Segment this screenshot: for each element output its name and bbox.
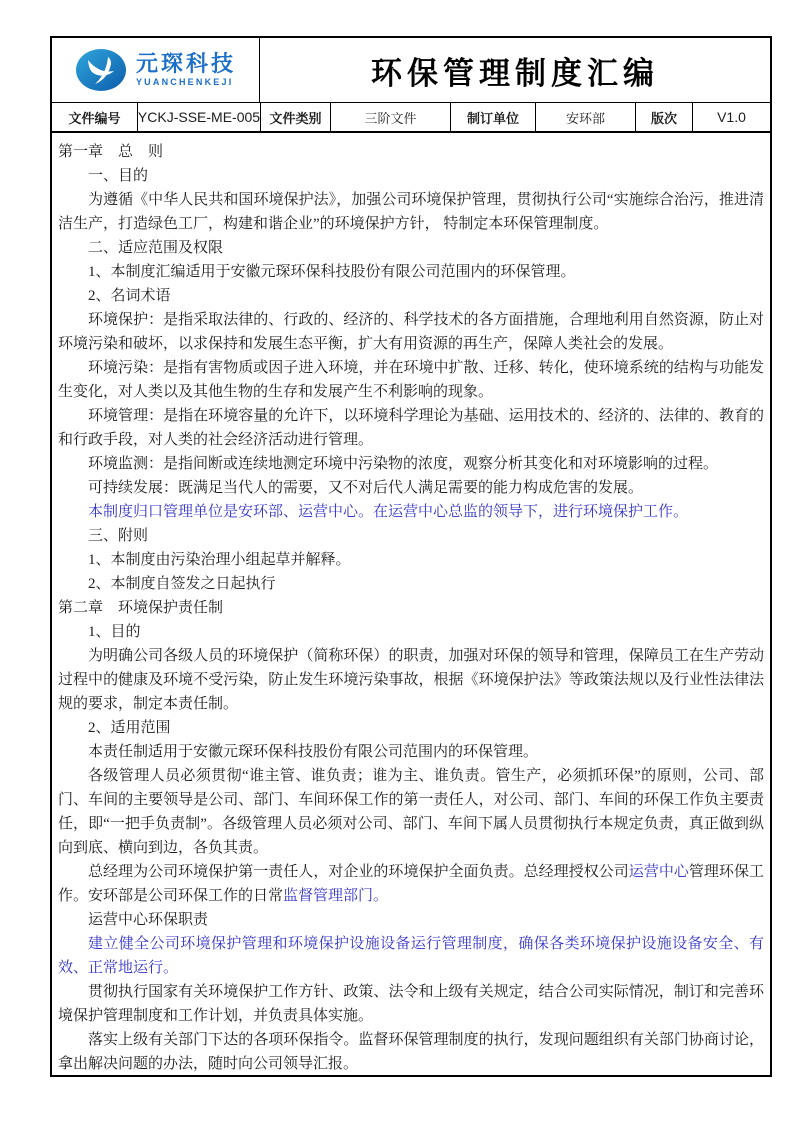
paragraph xyxy=(58,188,764,236)
text-run: 环境保护：是指采取法律的、行政的、经济的、科学技术的各方面措施，合理地利用自然资源，防止对环境污染和破坏，以求保持和发展生态平衡，扩大有用资源的再生产，保障人类社会的发展。 xyxy=(58,312,764,352)
paragraph xyxy=(58,1028,764,1076)
paragraph xyxy=(58,548,764,572)
paragraph xyxy=(58,308,764,356)
text-run: 监督管理部门。 xyxy=(283,888,389,904)
text-run: 2、名词术语 xyxy=(88,288,171,304)
text-run: 第二章 环境保护责任制 xyxy=(58,600,224,616)
chapter-heading xyxy=(58,596,764,620)
paragraph xyxy=(58,356,764,404)
paragraph xyxy=(58,572,764,596)
paragraph xyxy=(58,716,764,740)
doc-category-value: 三阶文件 xyxy=(331,103,451,131)
paragraph xyxy=(58,644,764,716)
text-run: 落实上级有关部门下达的各项环保指令。监督环保管理制度的执行，发现问题组织有关部门协商讨论，拿出解决问题的办法，随时向公司领导汇报。 xyxy=(58,1032,764,1072)
paragraph xyxy=(58,476,764,500)
text-run: 1、目的 xyxy=(88,624,141,640)
text-run: 运营中心环保职责 xyxy=(88,912,209,928)
text-run: 本责任制适用于安徽元琛环保科技股份有限公司范围内的环保管理。 xyxy=(88,744,539,760)
paragraph xyxy=(58,980,764,1028)
paragraph xyxy=(58,620,764,644)
logo-text xyxy=(136,53,236,87)
text-run: 三、附则 xyxy=(88,528,149,544)
text-run: 2、适用范围 xyxy=(88,720,171,736)
version-value: V1.0 xyxy=(717,109,746,125)
text-run: 运营中心 xyxy=(628,864,689,880)
paragraph xyxy=(58,404,764,452)
document-title: 环保管理制度汇编 xyxy=(371,55,659,91)
text-run: 1、本制度由污染治理小组起草并解释。 xyxy=(88,552,351,568)
text-run: 二、适应范围及权限 xyxy=(88,240,224,256)
paragraph xyxy=(58,284,764,308)
paragraph xyxy=(58,500,764,524)
paragraph xyxy=(58,740,764,764)
issuing-unit-label: 制订单位 xyxy=(451,103,536,131)
paragraph xyxy=(58,452,764,476)
paragraph xyxy=(58,932,764,980)
logo-company-name-en: YUANCHENKEJI xyxy=(135,77,234,87)
swoosh-y-logo-icon xyxy=(75,48,127,92)
version-label: 版次 xyxy=(636,103,693,131)
text-run: 为明确公司各级人员的环境保护（简称环保）的职责，加强对环保的领导和管理，保障员工在生产劳动过程中的健康及环境不受污染，防止发生环境污染事故，根据《环境保护法》等政策法规以及行业性法律法规的要求，制定本责任制。 xyxy=(58,648,764,712)
paragraph xyxy=(58,860,764,908)
paragraph xyxy=(58,764,764,860)
logo-company-name: 元琛科技 xyxy=(135,51,236,76)
issuing-unit-value: 安环部 xyxy=(536,103,636,131)
text-run: 2、本制度自签发之日起执行 xyxy=(88,576,276,592)
text-run: 各级管理人员必须贯彻“谁主管、谁负责；谁为主、谁负责。管生产，必须抓环保”的原则，公司、部门、车间的主要领导是公司、部门、车间环保工作的第一责任人，对公司、部门、车间的环保工作负主要责任，即“一把手负责制”。各级管理人员必须对公司、部门、车间下属人员贯彻执行本规定负责，真正做到纵向到底、横向到边，各负其责。 xyxy=(58,768,764,856)
paragraph xyxy=(58,260,764,284)
text-run: 环境管理：是指在环境容量的允许下，以环境科学理论为基础、运用技术的、经济的、法律的、教育的和行政手段，对人类的社会经济活动进行管理。 xyxy=(58,408,764,448)
text-run: 环境监测：是指间断或连续地测定环境中污染物的浓度，观察分析其变化和对环境影响的过程。 xyxy=(88,456,719,472)
text-run: 第一章 总 则 xyxy=(58,144,164,160)
text-run: 总经理为公司环境保护第一责任人，对企业的环境保护全面负责。总经理授权公司 xyxy=(88,864,629,880)
document-header xyxy=(52,38,770,103)
text-run: 贯彻执行国家有关环境保护工作方针、政策、法令和上级有关规定，结合公司实际情况，制订和完善环境保护管理制度和工作计划，并负责具体实施。 xyxy=(58,984,764,1024)
text-run: 环境污染：是指有害物质或因子进入环境，并在环境中扩散、迁移、转化，使环境系统的结构与功能发生变化，对人类以及其他生物的生存和发展产生不利影响的现象。 xyxy=(58,360,764,400)
doc-category-label: 文件类别 xyxy=(261,103,331,131)
doc-number-label: 文件编号 xyxy=(52,103,138,131)
text-run: 可持续发展：既满足当代人的需要，又不对后代人满足需要的能力构成危害的发展。 xyxy=(88,480,644,496)
paragraph xyxy=(58,236,764,260)
company-logo xyxy=(52,38,260,102)
text-run: 为遵循《中华人民共和国环境保护法》，加强公司环境保护管理，贯彻执行公司“实施综合治污，推进清洁生产，打造绿色工厂，构建和谐企业”的环境保护方针， 特制定本环保管理制度。 xyxy=(58,192,764,232)
text-run: 建立健全公司环境保护管理和环境保护设施设备运行管理制度，确保各类环境保护设施设备安全、有效、正常地运行。 xyxy=(58,936,764,976)
text-run: 本制度归口管理单位是安环部、运营中心。在运营中心总监的领导下，进行环境保护工作。 xyxy=(88,504,689,520)
info-row xyxy=(52,103,770,133)
text-run: 管理环保工作。安环部是公司环保工作的日常 xyxy=(58,864,764,904)
chapter-heading xyxy=(58,140,764,164)
paragraph xyxy=(58,524,764,548)
text-run: 1、本制度汇编适用于安徽元琛环保科技股份有限公司范围内的环保管理。 xyxy=(88,264,576,280)
doc-number-value: YCKJ-SSE-ME-005 xyxy=(138,103,261,131)
document xyxy=(50,36,772,1077)
paragraph xyxy=(58,164,764,188)
document-body xyxy=(52,133,770,1076)
paragraph xyxy=(58,908,764,932)
text-run: 一、目的 xyxy=(88,168,149,184)
